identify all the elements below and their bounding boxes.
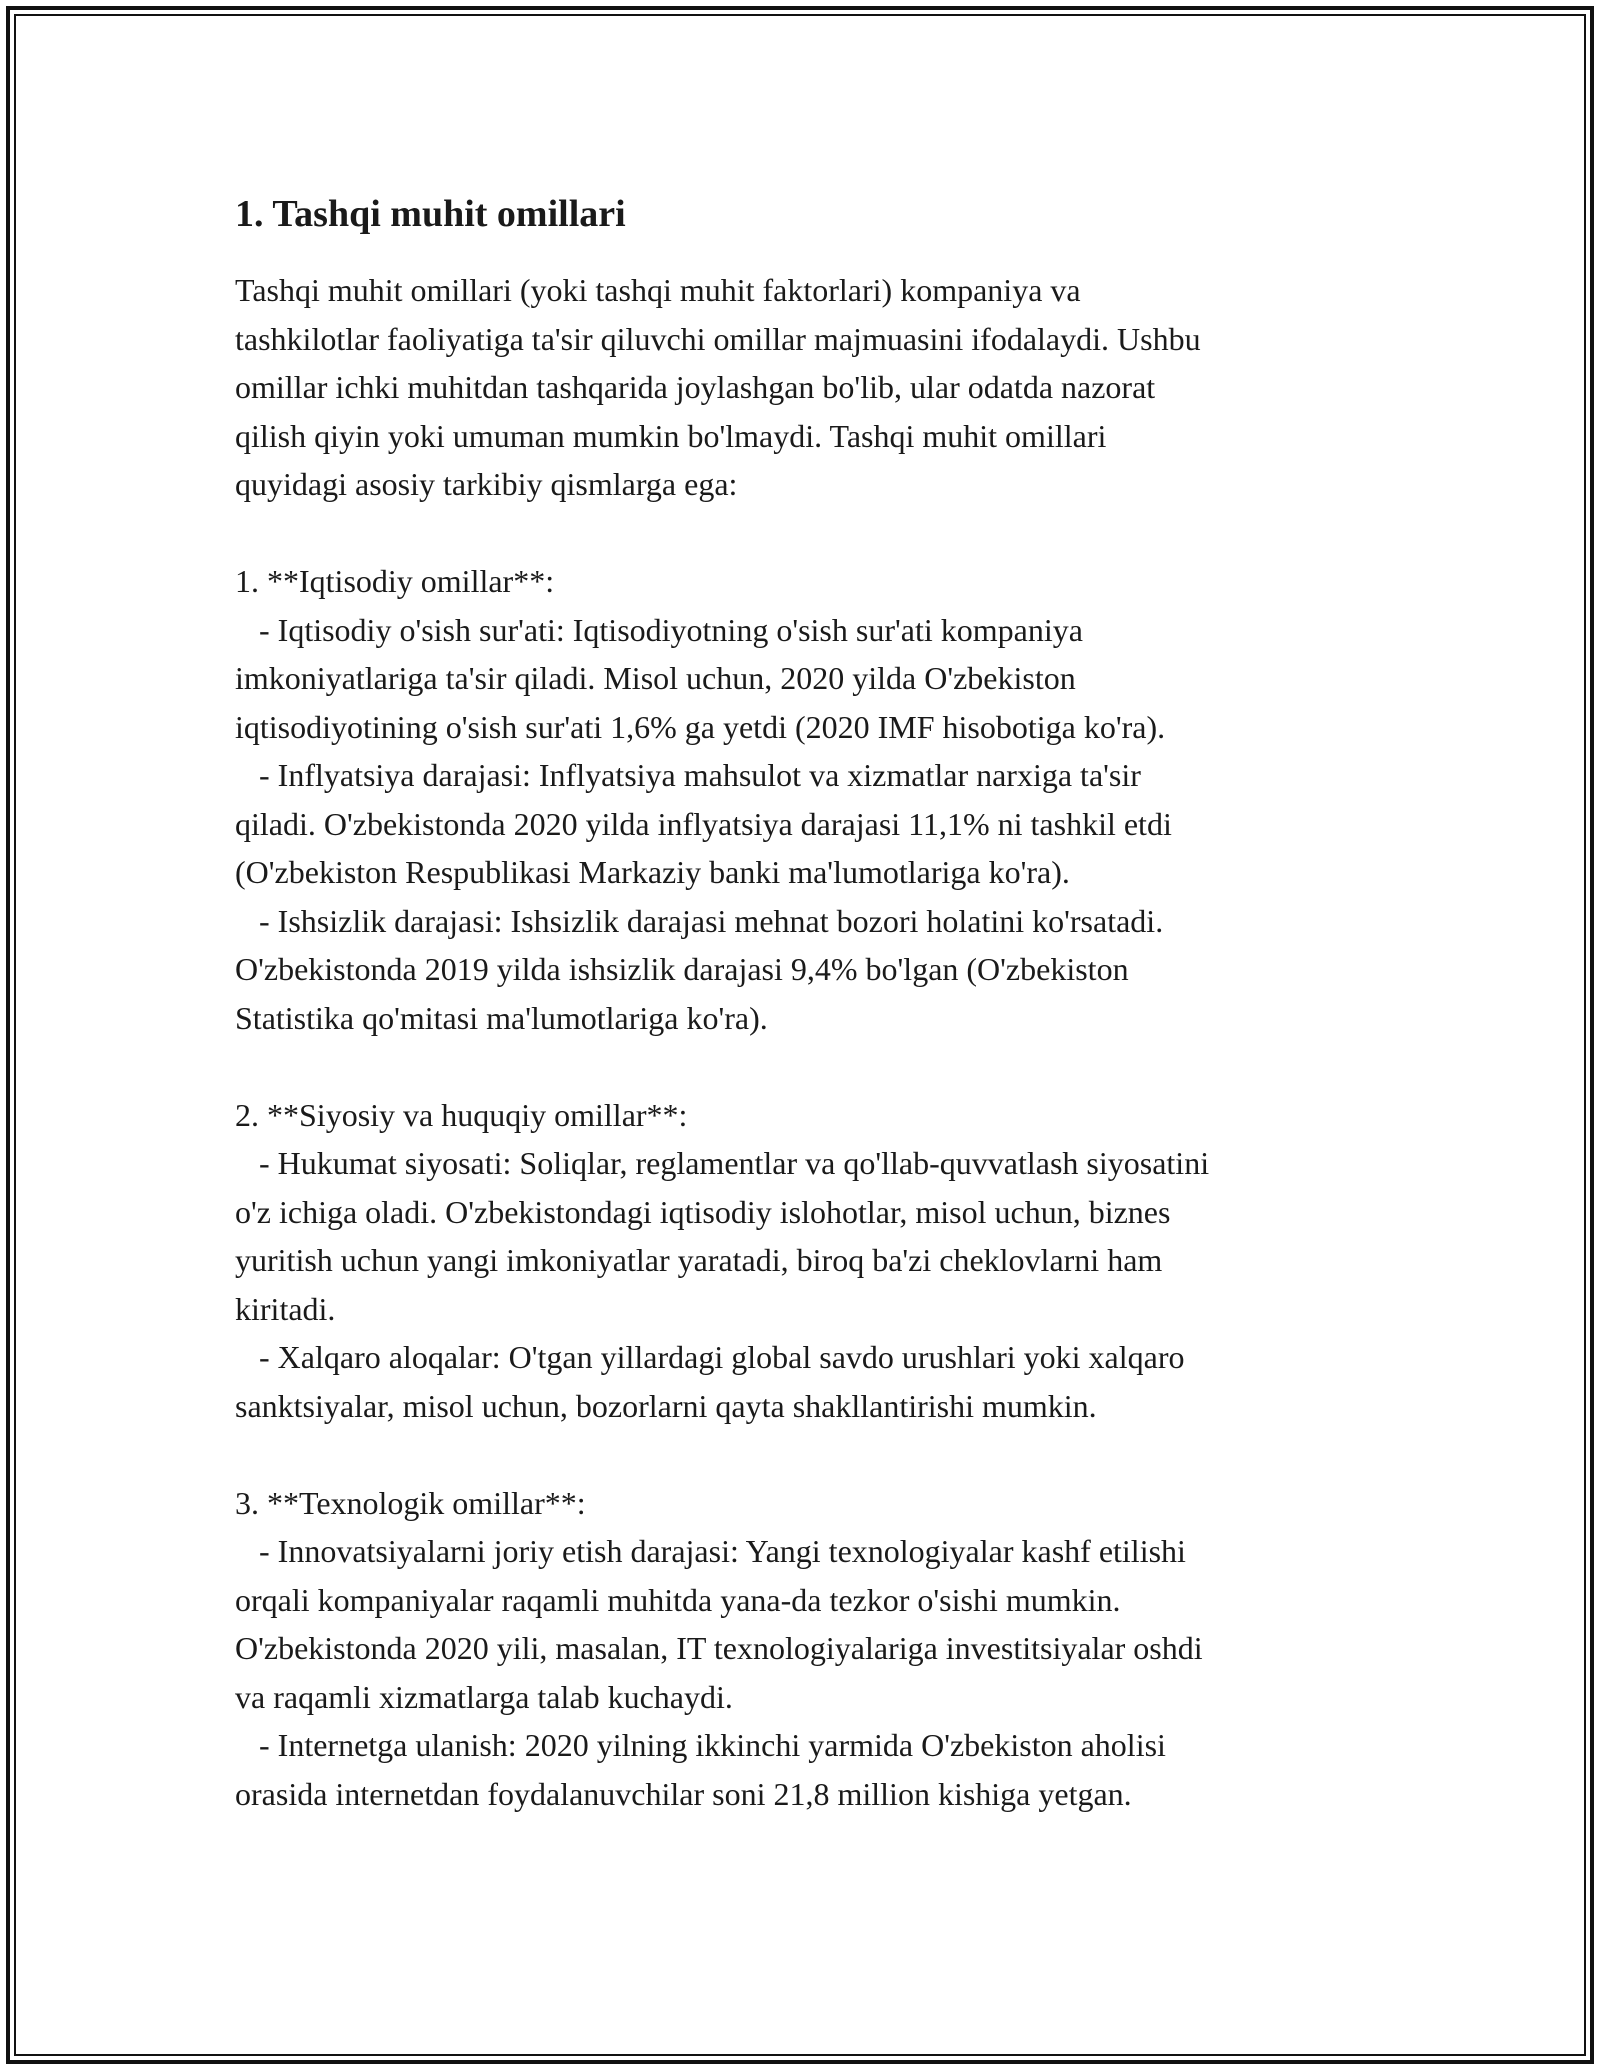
page-title: 1. Tashqi muhit omillari (235, 193, 626, 235)
section-political-legal-factors (235, 1091, 1415, 1431)
list-item-unemployment: - Ishsizlik darajasi: Ishsizlik darajasi mehnat bozori holatini ko'rsatadi. O'zbekistonda 2019 yilda ishsizlik darajasi 9,4% bo'lgan (O'zbekiston Statistika qo'mitasi ma'lumotlariga ko'ra). (235, 902, 1164, 1036)
section-spacer (235, 509, 1415, 558)
section-title: 1. **Iqtisodiy omillar**: (235, 563, 555, 599)
section-economic-factors (235, 557, 1415, 1042)
list-item-internet-access: - Internetga ulanish: 2020 yilning ikkinchi yarmida O'zbekiston aholisi orasida internetdan foydalanuvchilar soni 21,8 million kishiga yetgan. (235, 1727, 1166, 1812)
intro-paragraph: Tashqi muhit omillari (yoki tashqi muhit faktorlari) kompaniya va tashkilotlar faoliyatiga ta'sir qiluvchi omillar majmuasini ifodalaydi. Ushbu omillar ichki muhitdan tashqarida joylashgan bo'lib, ular odatda nazorat qilish qiyin yoki umuman mumkin bo'lmaydi. Tashqi muhit omillari quyidagi asosiy tarkibiy qismlarga ega: (235, 272, 1201, 502)
document-body (235, 186, 1415, 1818)
list-item-international-relations: - Xalqaro aloqalar: O'tgan yillardagi global savdo urushlari yoki xalqaro sanktsiyalar, misol uchun, bozorlarni qayta shakllantirishi mumkin. (235, 1339, 1185, 1424)
section-technological-factors (235, 1479, 1415, 1819)
section-title: 2. **Siyosiy va huquqiy omillar**: (235, 1096, 688, 1133)
list-item-inflation: - Inflyatsiya darajasi: Inflyatsiya mahsulot va xizmatlar narxiga ta'sir qiladi. O'zbekistonda 2020 yilda inflyatsiya darajasi 11,1% ni tashkil etdi (O'zbekiston Respublikasi Markaziy banki ma'lumotlariga ko'ra). (235, 757, 1172, 890)
list-item-government-policy: - Hukumat siyosati: Soliqlar, reglamentlar va qo'llab-quvvatlash siyosatini o'z ichiga oladi. O'zbekistondagi iqtisodiy islohotlar, misol uchun, biznes yuritish uchun yangi imkoniyatlar yaratadi, biroq ba'zi cheklovlarni ham kiritadi. (235, 1145, 1210, 1327)
list-item-innovation: - Innovatsiyalarni joriy etish darajasi: Yangi texnologiyalar kashf etilishi orqali kompaniyalar raqamli muhitda yana-da tezkor o'sishi mumkin. O'zbekistonda 2020 yili, masalan, IT texnologiyalariga investitsiyalar oshdi va raqamli xizmatlarga talab kuchaydi. (235, 1533, 1203, 1715)
section-spacer (235, 1042, 1415, 1091)
list-item-economic-growth: - Iqtisodiy o'sish sur'ati: Iqtisodiyotning o'sish sur'ati kompaniya imkoniyatlariga ta'sir qiladi. Misol uchun, 2020 yilda O'zbekiston iqtisodiyotining o'sish sur'ati 1,6% ga yetdi (2020 IMF hisobotiga ko'ra). (235, 611, 1166, 745)
section-title: 3. **Texnologik omillar**: (235, 1484, 586, 1521)
section-spacer (235, 1430, 1415, 1479)
